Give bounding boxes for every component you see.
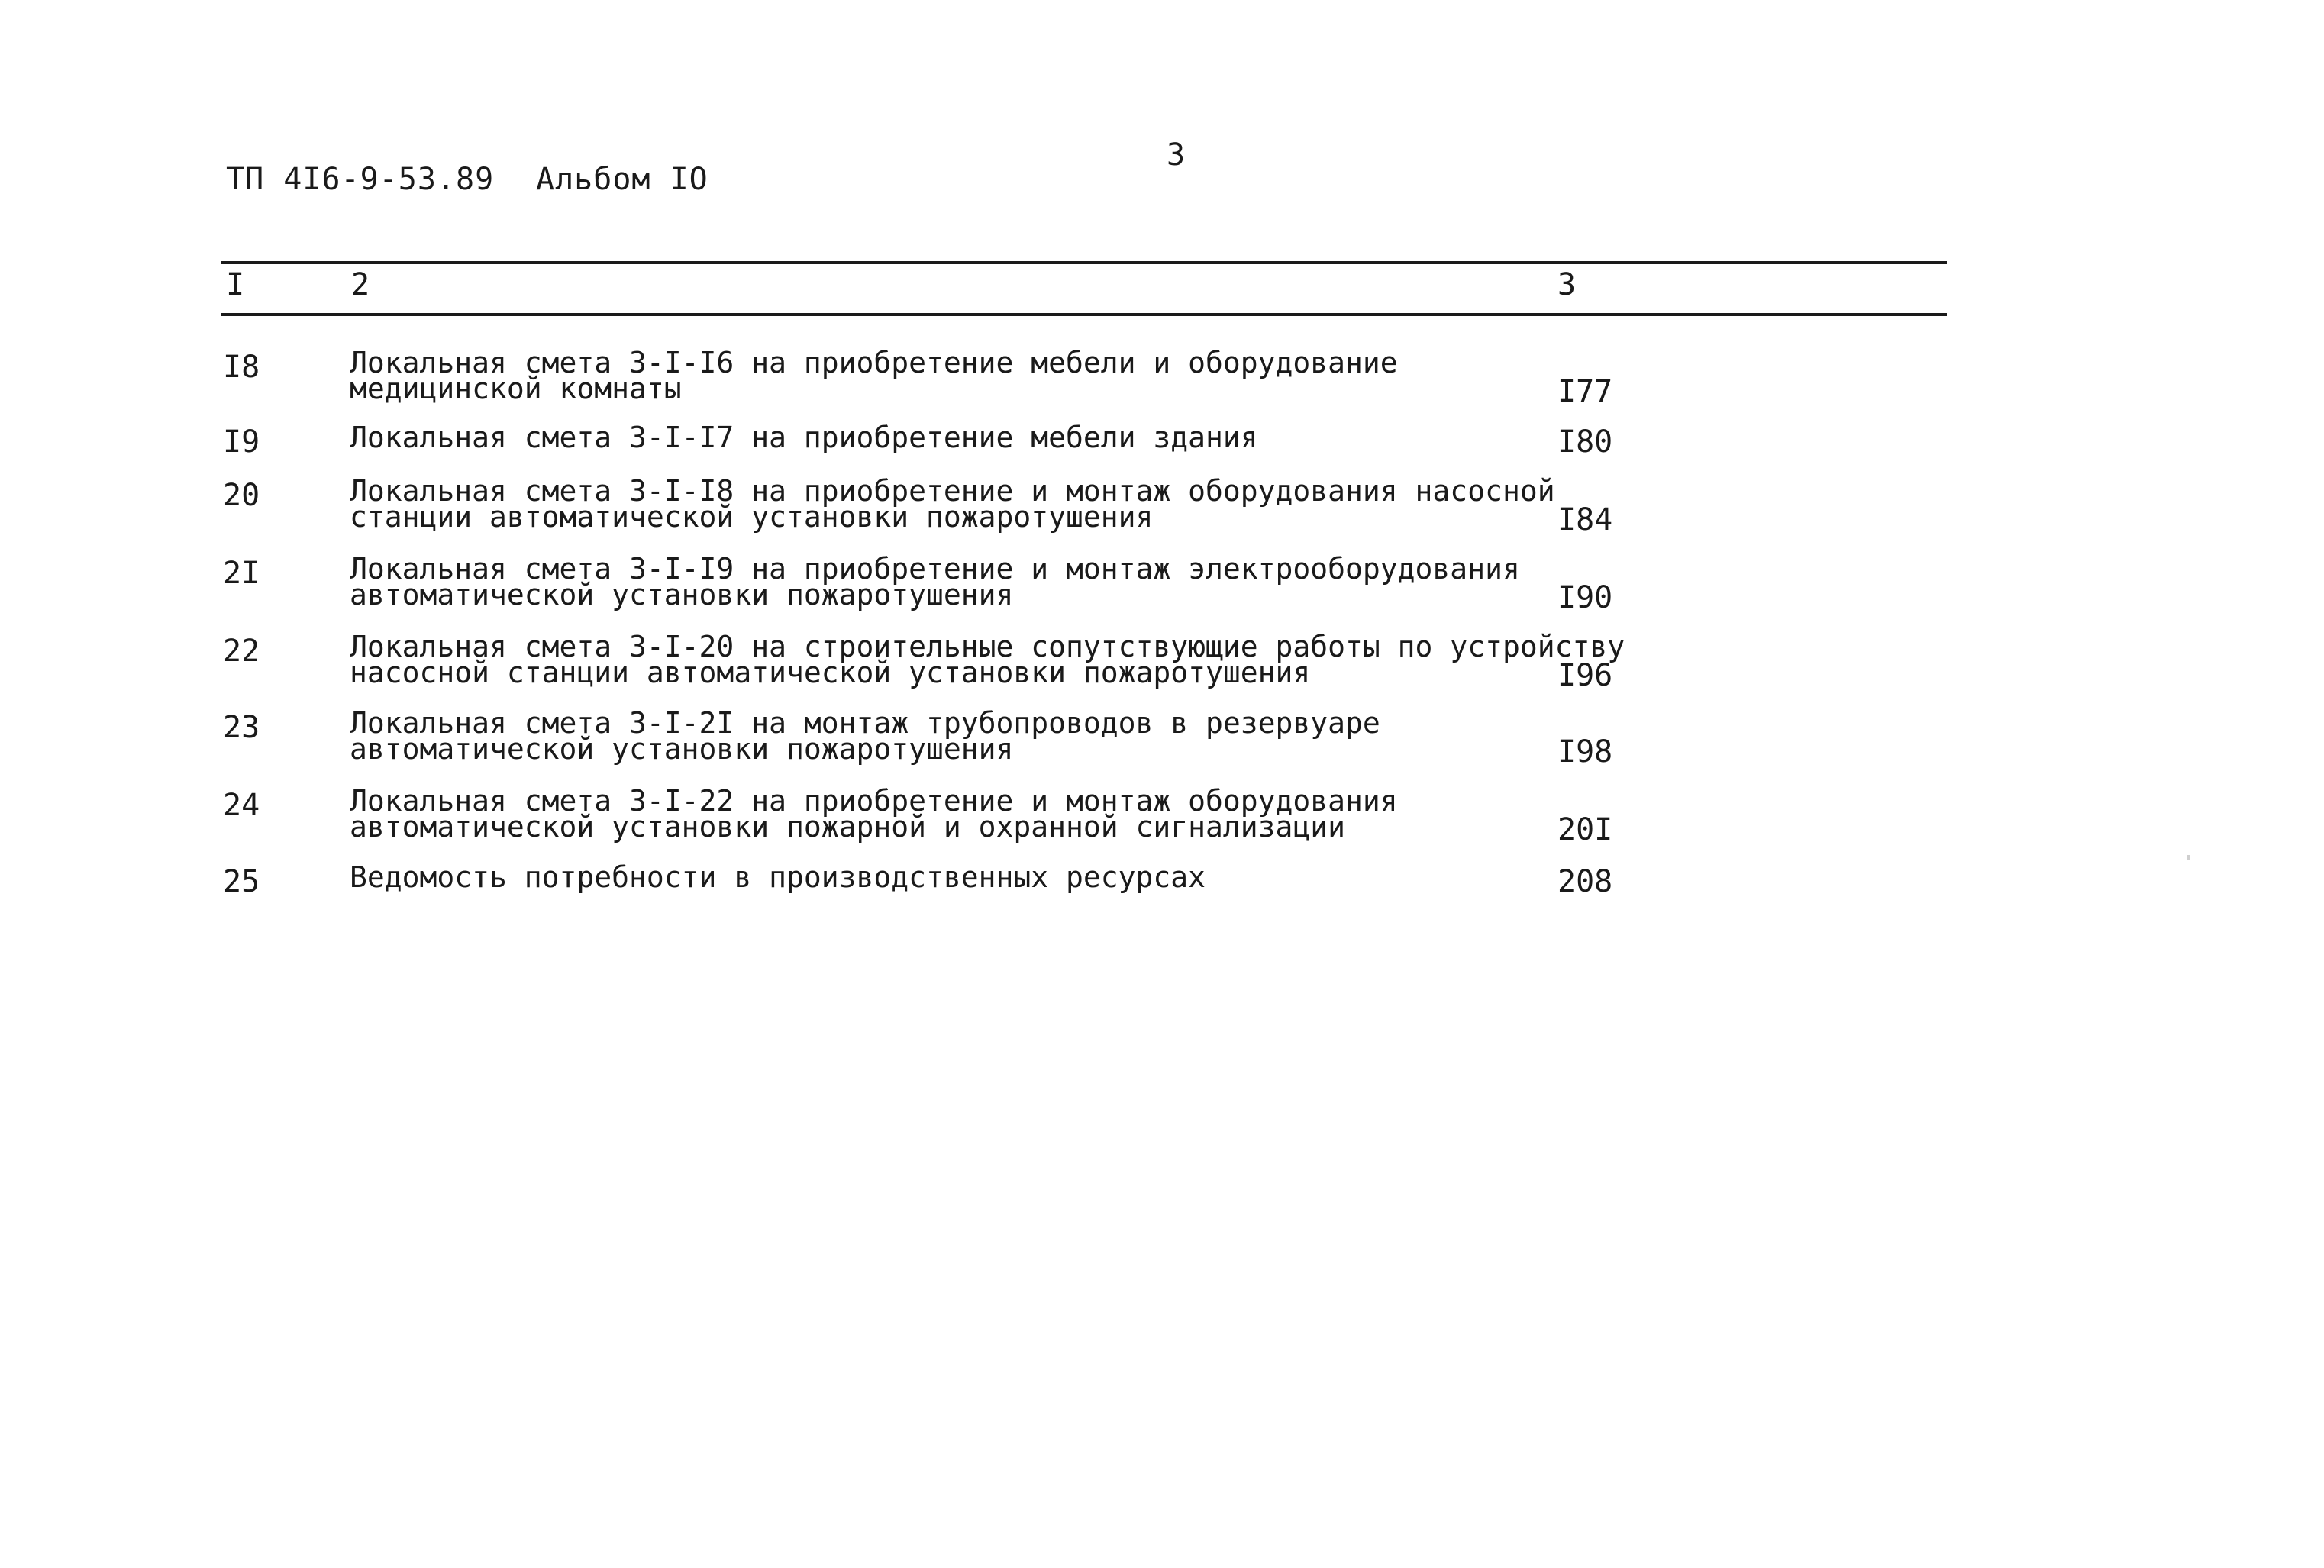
row-text-line: Локальная смета 3-I-2I на монтаж трубопроводов в резервуаре <box>350 706 1380 740</box>
row-number: I9 <box>223 424 260 460</box>
row-page: I90 <box>1557 580 1613 615</box>
row-description <box>350 552 1541 611</box>
row-description <box>350 860 1541 894</box>
row-text-line: медицинской комнаты <box>350 372 682 405</box>
row-text-line: автоматической установки пожаротушения <box>350 578 1014 611</box>
column-header-2: 2 <box>351 267 370 302</box>
table-top-rule <box>221 261 1947 264</box>
row-text-line: Ведомость потребности в производственных ресурсах <box>350 860 1206 894</box>
page-number: 3 <box>1167 137 1186 173</box>
row-text-line: насосной станции автоматической установки пожаротушения <box>350 656 1311 689</box>
row-text-line: станции автоматической установки пожаротушения <box>350 500 1154 534</box>
row-page: I80 <box>1557 424 1613 460</box>
row-description <box>350 421 1541 454</box>
row-page: I96 <box>1557 658 1613 693</box>
row-description <box>350 474 1555 534</box>
row-text-line: Локальная смета 3-I-22 на приобретение и монтаж оборудования <box>350 784 1398 818</box>
row-description <box>350 346 1541 405</box>
row-page: 20I <box>1557 812 1613 847</box>
row-text-line: Локальная смета 3-I-I9 на приобретение и монтаж электрооборудования <box>350 552 1520 586</box>
row-text-line: Локальная смета 3-I-I6 на приобретение мебели и оборудование <box>350 346 1398 379</box>
row-text-line: Локальная смета 3-I-I8 на приобретение и монтаж оборудования насосной <box>350 474 1555 508</box>
row-page: 208 <box>1557 864 1613 899</box>
row-text-line: автоматической установки пожаротушения <box>350 732 1014 766</box>
scan-speck <box>2187 855 2190 860</box>
row-number: 25 <box>223 864 260 899</box>
column-header-3: 3 <box>1557 267 1577 302</box>
row-page: I84 <box>1557 502 1613 537</box>
column-header-1: I <box>226 267 245 302</box>
row-description <box>350 706 1541 766</box>
row-number: 22 <box>223 634 260 669</box>
row-text-line: автоматической установки пожарной и охранной сигнализации <box>350 810 1346 844</box>
doc-code: ТП 4I6-9-53.89 <box>226 162 495 197</box>
row-page: I98 <box>1557 734 1613 769</box>
album-label: Альбом IO <box>536 162 708 197</box>
table-header-rule <box>221 313 1947 316</box>
row-number: 23 <box>223 710 260 745</box>
row-page: I77 <box>1557 374 1613 409</box>
row-number: 20 <box>223 478 260 513</box>
row-number: 2I <box>223 556 260 591</box>
row-number: I8 <box>223 350 260 385</box>
row-description <box>350 784 1541 844</box>
row-number: 24 <box>223 788 260 823</box>
row-text-line: Локальная смета 3-I-20 на строительные сопутствующие работы по устройству <box>350 630 1625 663</box>
row-text-line: Локальная смета 3-I-I7 на приобретение мебели здания <box>350 421 1258 454</box>
